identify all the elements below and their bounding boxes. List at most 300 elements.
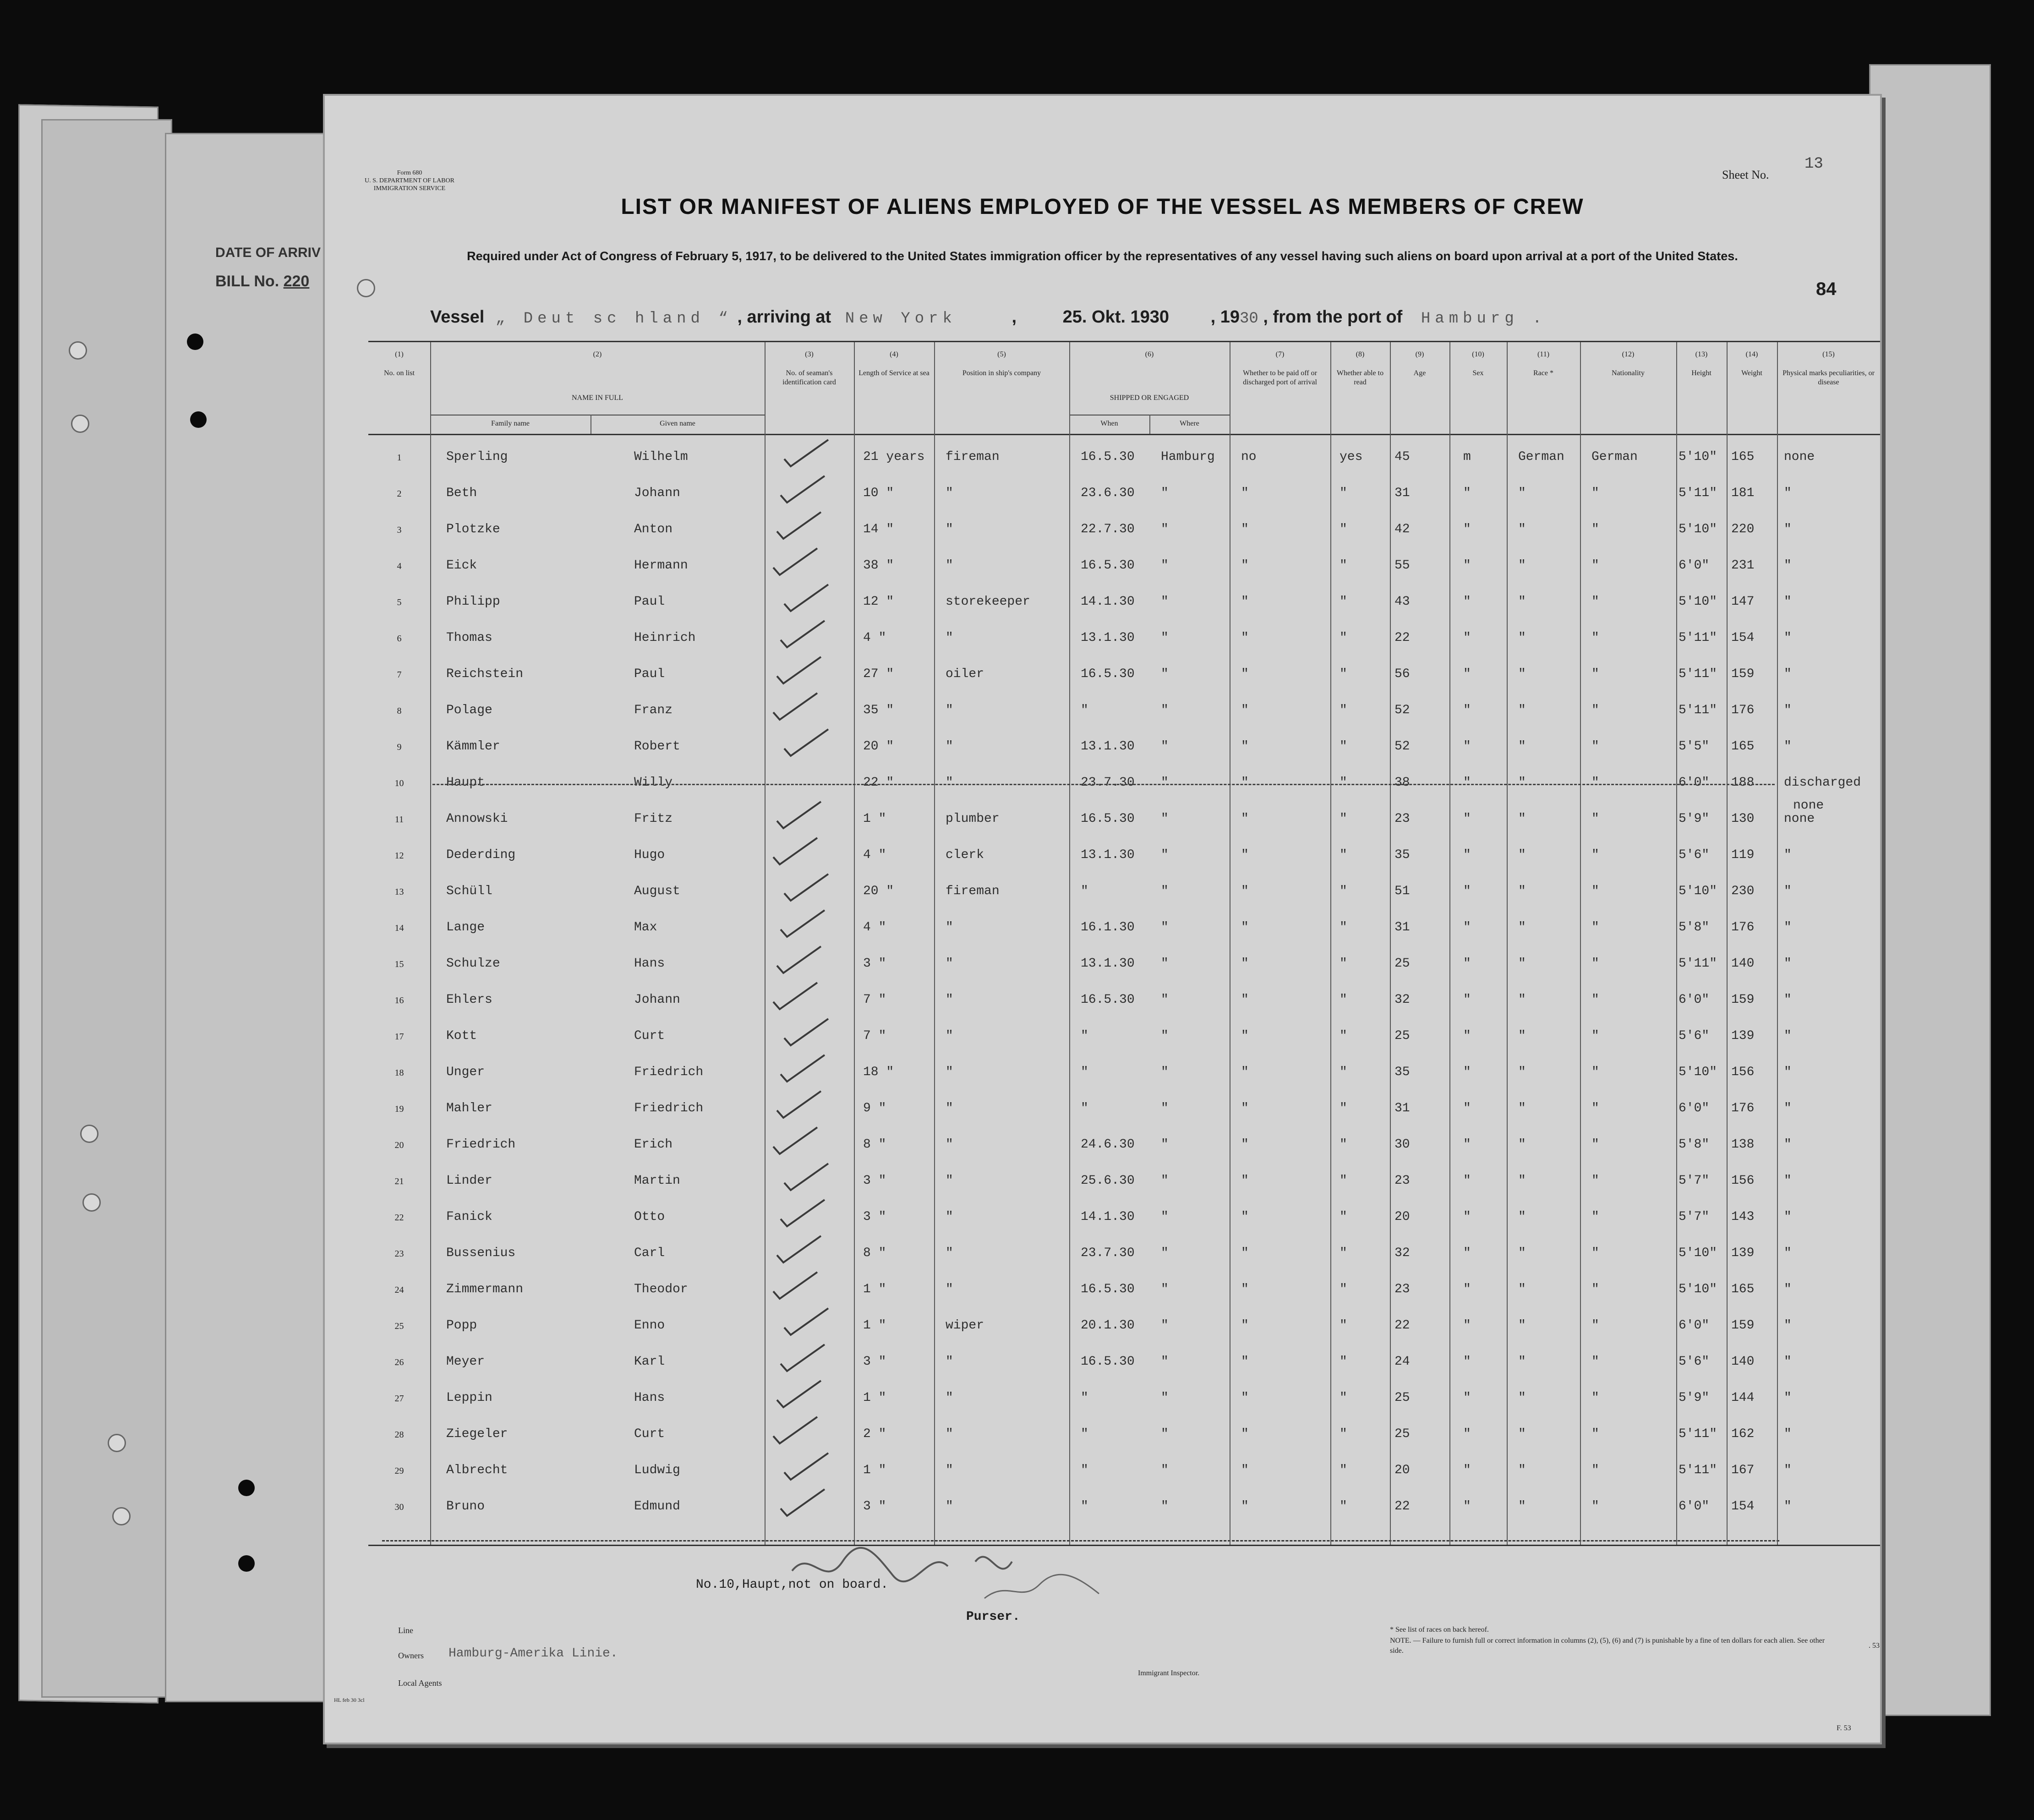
row-number: 8 [397, 706, 402, 716]
column-number: (9) [1415, 350, 1424, 358]
row-number: 22 [394, 1213, 404, 1223]
cell-service: 12 " [863, 595, 894, 609]
cell-race: " [1518, 631, 1526, 645]
cell-race: " [1518, 1065, 1526, 1079]
cell-marks: " [1784, 1463, 1792, 1477]
cell-marks: " [1784, 1282, 1792, 1296]
cell-sex: " [1463, 1065, 1471, 1079]
checkmark-icon [781, 1161, 831, 1193]
cell-marks: " [1784, 1210, 1792, 1224]
column-header-c13: Height [1691, 369, 1711, 377]
cell-paid: " [1241, 522, 1249, 536]
cell-given: Hans [634, 956, 665, 971]
row-number: 16 [394, 995, 404, 1006]
cell-paid: " [1241, 812, 1249, 826]
cell-read: " [1340, 1282, 1347, 1296]
cell-age: 45 [1394, 450, 1410, 464]
column-number: (6) [1145, 350, 1154, 358]
row-number: 3 [397, 525, 402, 535]
cell-weight: 159 [1731, 1318, 1755, 1333]
arrival-date-stamp: 25. Okt. 1930 [1062, 307, 1170, 327]
cell-when: 23.6.30 [1081, 486, 1135, 500]
row-number: 13 [394, 887, 404, 897]
column-header-c2: NAME IN FULL [572, 394, 623, 402]
cell-read: " [1340, 1427, 1347, 1441]
cell-service: 4 " [863, 920, 886, 935]
cell-paid: " [1241, 1210, 1249, 1224]
cell-race: " [1518, 1318, 1526, 1333]
column-number: (8) [1356, 350, 1365, 358]
cell-age: 32 [1394, 1246, 1410, 1260]
cell-service: 3 " [863, 1355, 886, 1369]
cell-weight: 144 [1731, 1391, 1755, 1405]
column-header-c4: Length of Service at sea [858, 369, 930, 377]
cell-given: Hermann [634, 558, 688, 573]
cell-marks: discharged [1784, 776, 1861, 790]
punch-ring [80, 1125, 98, 1143]
cell-read: " [1340, 884, 1347, 898]
cell-position: " [946, 1391, 953, 1405]
cell-where: " [1161, 667, 1169, 681]
form-code: F. 53 [1837, 1724, 1851, 1732]
cell-race: " [1518, 667, 1526, 681]
cell-where: " [1161, 1427, 1169, 1441]
cell-race: " [1518, 1499, 1526, 1514]
column-number: (11) [1537, 350, 1550, 358]
cell-age: 24 [1394, 1355, 1410, 1369]
cell-nat: " [1591, 1427, 1599, 1441]
cell-race: " [1518, 776, 1526, 790]
cell-where: " [1161, 956, 1169, 971]
cell-sex: " [1463, 812, 1471, 826]
cell-given: Robert [634, 739, 680, 754]
cell-where: " [1161, 920, 1169, 935]
cell-sex: " [1463, 884, 1471, 898]
cell-sex: " [1463, 1246, 1471, 1260]
department-name: U. S. DEPARTMENT OF LABOR [365, 177, 454, 184]
row-number: 29 [394, 1466, 404, 1476]
penalty-note: NOTE. — Failure to furnish full or correct information in columns (2), (5), (6) and (7) is punishable by a fine of ten dollars for each alien. See other side. [1390, 1637, 1825, 1655]
row-number: 25 [394, 1321, 404, 1331]
cell-nat: " [1591, 884, 1599, 898]
cell-race: " [1518, 522, 1526, 536]
column-rule [934, 342, 935, 1545]
cell-race: " [1518, 739, 1526, 754]
row-number: 23 [394, 1249, 404, 1259]
cell-position: " [946, 522, 953, 536]
row-number: 7 [397, 670, 402, 680]
cell-position: " [946, 1210, 953, 1224]
cell-paid: " [1241, 558, 1249, 573]
row-number: 20 [394, 1140, 404, 1150]
cell-race: " [1518, 486, 1526, 500]
cell-where: " [1161, 1246, 1169, 1260]
vessel-label: Vessel [430, 307, 485, 327]
cell-read: " [1340, 631, 1347, 645]
column-number: (15) [1822, 350, 1835, 358]
cell-given: Johann [634, 993, 680, 1007]
cell-service: 22 " [863, 776, 894, 790]
cell-paid: " [1241, 993, 1249, 1007]
cell-height: 6'0" [1679, 776, 1710, 790]
cell-height: 6'0" [1679, 558, 1710, 573]
arrival-port: New York [845, 310, 957, 328]
cell-sex: " [1463, 993, 1471, 1007]
cell-weight: 138 [1731, 1137, 1755, 1152]
cell-where: " [1161, 1463, 1169, 1477]
cell-marks: none [1784, 812, 1815, 826]
cell-paid: " [1241, 884, 1249, 898]
cell-position: " [946, 1174, 953, 1188]
inspector-label: Immigrant Inspector. [1138, 1669, 1200, 1677]
cell-sex: " [1463, 522, 1471, 536]
cell-family: Lange [446, 920, 485, 935]
cell-marks: " [1784, 558, 1792, 573]
checkmark-icon [781, 1016, 831, 1048]
punch-hole [238, 1480, 255, 1496]
cell-given: Enno [634, 1318, 665, 1333]
cell-family: Bussenius [446, 1246, 516, 1260]
column-number: (2) [593, 350, 602, 358]
column-rule [1727, 342, 1728, 1545]
punch-ring [82, 1193, 101, 1212]
cell-age: 25 [1394, 1029, 1410, 1043]
cell-service: 20 " [863, 739, 894, 754]
cell-read: " [1340, 920, 1347, 935]
cell-read: " [1340, 703, 1347, 717]
cell-sex: " [1463, 631, 1471, 645]
cell-marks: " [1784, 1391, 1792, 1405]
cell-when: 16.5.30 [1081, 993, 1135, 1007]
departure-port: Hamburg . [1421, 310, 1547, 328]
cell-service: 4 " [863, 631, 886, 645]
cell-weight: 181 [1731, 486, 1755, 500]
cell-age: 56 [1394, 667, 1410, 681]
cell-weight: 143 [1731, 1210, 1755, 1224]
cell-weight: 165 [1731, 1282, 1755, 1296]
cell-given: Hugo [634, 848, 665, 862]
cell-nat: " [1591, 956, 1599, 971]
cell-given: Hans [634, 1391, 665, 1405]
cell-age: 25 [1394, 1427, 1410, 1441]
cell-given: Franz [634, 703, 673, 717]
cell-where: " [1161, 1210, 1169, 1224]
cell-when: 13.1.30 [1081, 848, 1135, 862]
cell-age: 23 [1394, 812, 1410, 826]
cell-position: fireman [946, 884, 1000, 898]
cell-when: 14.1.30 [1081, 1210, 1135, 1224]
cell-read: " [1340, 486, 1347, 500]
cell-weight: 167 [1731, 1463, 1755, 1477]
cell-where: " [1161, 703, 1169, 717]
cell-where: " [1161, 1499, 1169, 1514]
checkmark-icon [781, 871, 831, 903]
checkmark-icon [773, 654, 824, 686]
column-header-c8: Whether able to read [1336, 369, 1384, 386]
cell-sex: " [1463, 1427, 1471, 1441]
cell-paid: " [1241, 486, 1249, 500]
column-number: (13) [1695, 350, 1708, 358]
punch-hole [238, 1555, 255, 1572]
column-number: (14) [1745, 350, 1758, 358]
cell-sex: " [1463, 595, 1471, 609]
cell-service: 2 " [863, 1427, 886, 1441]
cell-age: 20 [1394, 1463, 1410, 1477]
bill-label: BILL No. [215, 273, 279, 290]
cell-weight: 165 [1731, 739, 1755, 754]
cell-when: 16.5.30 [1081, 450, 1135, 464]
cell-nat: " [1591, 486, 1599, 500]
punch-ring [357, 279, 375, 297]
cell-marks: " [1784, 1029, 1792, 1043]
row-number: 5 [397, 597, 402, 607]
checkmark-icon [777, 473, 827, 505]
cell-weight: 154 [1731, 1499, 1755, 1514]
cell-service: 4 " [863, 848, 886, 862]
cell-age: 22 [1394, 1499, 1410, 1514]
cell-height: 5'11" [1679, 956, 1717, 971]
cell-position: " [946, 993, 953, 1007]
cell-height: 5'5" [1679, 739, 1710, 754]
cell-height: 5'11" [1679, 667, 1717, 681]
cell-given: Karl [634, 1355, 665, 1369]
cell-marks: " [1784, 1065, 1792, 1079]
cell-family: Fanick [446, 1210, 492, 1224]
cell-age: 43 [1394, 595, 1410, 609]
cell-sex: " [1463, 920, 1471, 935]
cell-when: " [1081, 1427, 1088, 1441]
cell-nat: " [1591, 812, 1599, 826]
cell-nat: " [1591, 776, 1599, 790]
cell-position: " [946, 739, 953, 754]
cell-nat: German [1591, 450, 1638, 464]
cell-read: " [1340, 956, 1347, 971]
row-number: 27 [394, 1394, 404, 1404]
cell-race: " [1518, 920, 1526, 935]
column-number: (10) [1472, 350, 1484, 358]
cell-marks: " [1784, 993, 1792, 1007]
cell-paid: " [1241, 1101, 1249, 1115]
cell-service: 9 " [863, 1101, 886, 1115]
row-number: 14 [394, 923, 404, 933]
cell-read: " [1340, 1029, 1347, 1043]
cell-nat: " [1591, 522, 1599, 536]
cell-position: " [946, 1282, 953, 1296]
cell-where: " [1161, 1174, 1169, 1188]
cell-service: 3 " [863, 1174, 886, 1188]
cell-nat: " [1591, 631, 1599, 645]
cell-read: " [1340, 667, 1347, 681]
row-number: 17 [394, 1032, 404, 1042]
row-number: 15 [394, 959, 404, 969]
row-number: 26 [394, 1357, 404, 1367]
cell-sex: m [1463, 450, 1471, 464]
cell-race: " [1518, 956, 1526, 971]
cell-when: " [1081, 1065, 1088, 1079]
vessel-line: Vessel „ Deut sc hland “ , arriving at New York , 25. Okt. 1930 , 1930 , from the port of Hamburg . [430, 307, 1547, 328]
cell-service: 3 " [863, 956, 886, 971]
cell-given: Theodor [634, 1282, 688, 1296]
cell-age: 20 [1394, 1210, 1410, 1224]
cell-when: " [1081, 703, 1088, 717]
cell-nat: " [1591, 1499, 1599, 1514]
sheet-number-value: 13 [1804, 155, 1823, 173]
cell-weight: 162 [1731, 1427, 1755, 1441]
cell-paid: " [1241, 1318, 1249, 1333]
cell-given: Paul [634, 595, 665, 609]
page-title: LIST OR MANIFEST OF ALIENS EMPLOYED OF THE VESSEL AS MEMBERS OF CREW [621, 195, 1584, 219]
cell-where: " [1161, 1355, 1169, 1369]
cell-where: " [1161, 1101, 1169, 1115]
cell-given: Martin [634, 1174, 680, 1188]
strikethrough-line [432, 784, 1775, 785]
cell-given: Heinrich [634, 631, 696, 645]
cell-height: 5'10" [1679, 522, 1717, 536]
column-rule [1390, 342, 1391, 1545]
cell-family: Dederding [446, 848, 516, 862]
row-number: 10 [394, 778, 404, 788]
row-number: 18 [394, 1068, 404, 1078]
service-name: IMMIGRATION SERVICE [373, 185, 446, 192]
cell-weight: 159 [1731, 993, 1755, 1007]
cell-paid: " [1241, 1029, 1249, 1043]
cell-read: " [1340, 1355, 1347, 1369]
row-number: 28 [394, 1430, 404, 1440]
cell-paid: " [1241, 703, 1249, 717]
cell-weight: 130 [1731, 812, 1755, 826]
cell-height: 5'11" [1679, 703, 1717, 717]
cell-marks: " [1784, 1174, 1792, 1188]
cell-given: August [634, 884, 680, 898]
cell-nat: " [1591, 1463, 1599, 1477]
cell-given: Friedrich [634, 1101, 704, 1115]
cell-sex: " [1463, 1101, 1471, 1115]
cell-position: " [946, 1427, 953, 1441]
cell-service: 3 " [863, 1210, 886, 1224]
cell-weight: 139 [1731, 1029, 1755, 1043]
cell-height: 5'10" [1679, 1246, 1717, 1260]
cell-race: " [1518, 558, 1526, 573]
cell-given: Ludwig [634, 1463, 680, 1477]
subcolumn-header: When [1100, 420, 1118, 427]
cell-race: " [1518, 1355, 1526, 1369]
purser-label: Purser. [966, 1610, 1020, 1624]
cell-given: Curt [634, 1029, 665, 1043]
cell-height: 6'0" [1679, 1101, 1710, 1115]
cell-given: Friedrich [634, 1065, 704, 1079]
cell-age: 32 [1394, 993, 1410, 1007]
cell-position: fireman [946, 450, 1000, 464]
sheet-number-label: Sheet No. [1722, 168, 1769, 181]
column-number: (7) [1275, 350, 1285, 358]
cell-weight: 220 [1731, 522, 1755, 536]
arriving-label: , arriving at [737, 307, 831, 327]
cell-height: 5'10" [1679, 1282, 1717, 1296]
cell-read: " [1340, 595, 1347, 609]
cell-nat: " [1591, 1101, 1599, 1115]
checkmark-icon [777, 1342, 827, 1374]
cell-when: 24.6.30 [1081, 1137, 1135, 1152]
cell-where: " [1161, 595, 1169, 609]
cell-position: " [946, 1355, 953, 1369]
cell-where: " [1161, 1282, 1169, 1296]
checkmark-icon [770, 546, 820, 578]
cell-height: 5'6" [1679, 1029, 1710, 1043]
row-number: 1 [397, 453, 402, 463]
row-number: 11 [394, 814, 404, 825]
checkmark-icon [770, 1269, 820, 1301]
column-header-c7: Whether to be paid off or discharged port of arrival [1243, 369, 1317, 386]
cell-weight: 147 [1731, 595, 1755, 609]
crew-table [368, 341, 1880, 1546]
cell-age: 31 [1394, 486, 1410, 500]
checkmark-icon [773, 799, 824, 831]
cell-nat: " [1591, 993, 1599, 1007]
cell-race: " [1518, 1246, 1526, 1260]
owners-value: Hamburg-Amerika Linie. [448, 1646, 618, 1661]
cell-where: " [1161, 1029, 1169, 1043]
edge-form-code: . 53 [1869, 1642, 1880, 1650]
punch-ring [69, 341, 87, 360]
column-header-c11: Race * [1533, 369, 1553, 377]
row-number: 2 [397, 489, 402, 499]
cell-height: 5'11" [1679, 1427, 1717, 1441]
cell-read: " [1340, 558, 1347, 573]
cell-family: Ziegeler [446, 1427, 508, 1441]
checkmark-icon [773, 1233, 824, 1265]
cell-age: 31 [1394, 1101, 1410, 1115]
cell-position: " [946, 920, 953, 935]
cell-paid: " [1241, 739, 1249, 754]
cell-where: " [1161, 1391, 1169, 1405]
cell-marks: " [1784, 1246, 1792, 1260]
cell-family: Zimmermann [446, 1282, 524, 1296]
cell-read: " [1340, 848, 1347, 862]
cell-family: Eick [446, 558, 477, 573]
checkmark-icon [770, 835, 820, 867]
cell-race: " [1518, 1137, 1526, 1152]
cell-race: " [1518, 848, 1526, 862]
cell-position: " [946, 956, 953, 971]
cell-height: 5'11" [1679, 486, 1717, 500]
cell-paid: " [1241, 1174, 1249, 1188]
cell-marks: " [1784, 920, 1792, 935]
cell-when: 16.5.30 [1081, 1355, 1135, 1369]
checkmark-icon [773, 944, 824, 976]
cell-family: Unger [446, 1065, 485, 1079]
footer-note: No.10,Haupt,not on board. [696, 1578, 889, 1592]
cell-family: Leppin [446, 1391, 492, 1405]
cell-when: 22.7.30 [1081, 522, 1135, 536]
cell-where: " [1161, 486, 1169, 500]
cell-weight: 165 [1731, 450, 1755, 464]
cell-paid: " [1241, 848, 1249, 862]
cell-service: 10 " [863, 486, 894, 500]
cell-service: 1 " [863, 1318, 886, 1333]
cell-nat: " [1591, 667, 1599, 681]
cell-read: " [1340, 1318, 1347, 1333]
cell-paid: " [1241, 1463, 1249, 1477]
punch-hole [187, 333, 203, 350]
column-header-c5: Position in ship's company [962, 369, 1041, 377]
cell-height: 5'10" [1679, 1065, 1717, 1079]
row-number: 30 [394, 1502, 404, 1512]
cell-age: 35 [1394, 848, 1410, 862]
checkmark-icon [777, 1052, 827, 1084]
cell-weight: 119 [1731, 848, 1755, 862]
checkmark-icon [781, 1450, 831, 1482]
form-number: Form 680 [397, 169, 422, 176]
